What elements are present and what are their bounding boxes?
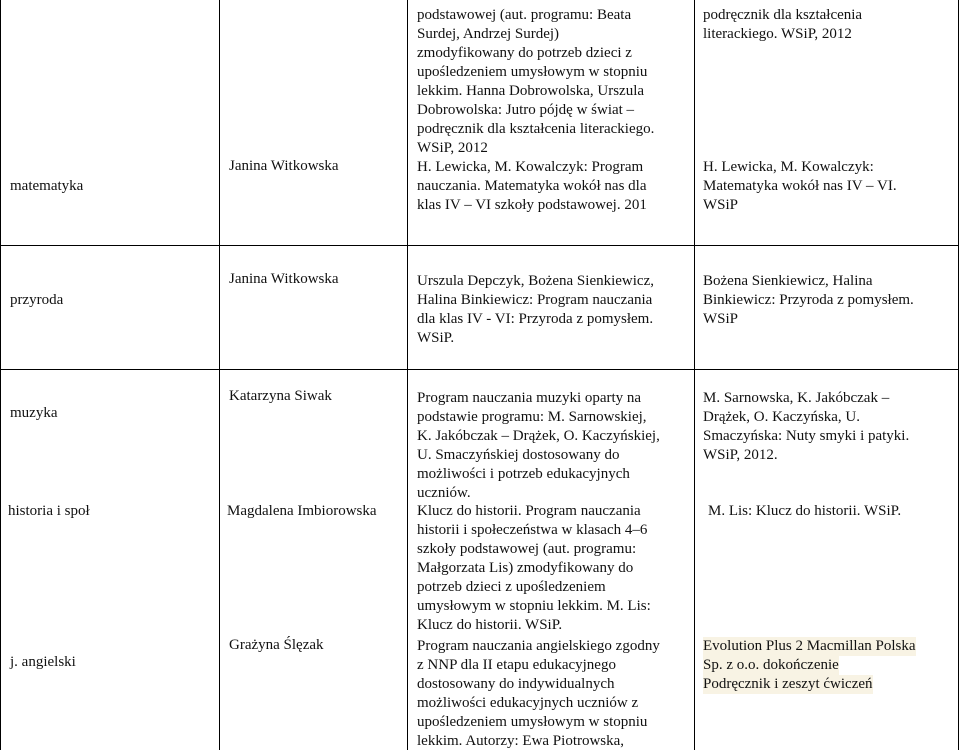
textbook-line: Smaczyńska: Nuty smyki i patyki. bbox=[703, 428, 910, 444]
program-line: klas IV – VI szkoły podstawowej. 201 bbox=[417, 197, 647, 213]
program-line: lekkim. Autorzy: Ewa Piotrowska, bbox=[417, 733, 625, 749]
program-line: upośledzeniem umysłowym w stopniu bbox=[417, 714, 648, 730]
textbook-line: Podręcznik i zeszyt ćwiczeń bbox=[703, 676, 873, 692]
program-line: U. Smaczyńskiej dostosowany do bbox=[417, 447, 620, 463]
column-divider bbox=[219, 0, 220, 750]
program-line: H. Lewicka, M. Kowalczyk: Program bbox=[417, 159, 644, 175]
program-line: uczniów. bbox=[417, 485, 471, 501]
program-line: upośledzeniem umysłowym w stopniu bbox=[417, 64, 648, 80]
textbook-line: M. Lis: Klucz do historii. WSiP. bbox=[708, 503, 902, 519]
textbook-line: WSiP bbox=[703, 197, 739, 213]
row-divider bbox=[0, 369, 959, 370]
program-line: Urszula Depczyk, Bożena Sienkiewicz, bbox=[417, 273, 654, 289]
program-line: dostosowany do indywidualnych bbox=[417, 676, 615, 692]
program-line: Program nauczania angielskiego zgodny bbox=[417, 638, 660, 654]
textbook-line: Matematyka wokół nas IV – VI. bbox=[703, 178, 897, 194]
textbook-line: Drążek, O. Kaczyńska, U. bbox=[703, 409, 861, 425]
textbook-line: podręcznik dla kształcenia bbox=[703, 7, 863, 23]
program-line: Surdej, Andrzej Surdej) bbox=[417, 26, 560, 42]
row-divider bbox=[0, 245, 959, 246]
teacher-name: Katarzyna Siwak bbox=[229, 388, 332, 404]
teacher-name: Magdalena Imbiorowska bbox=[227, 503, 377, 519]
program-line: WSiP. bbox=[417, 330, 455, 346]
textbook-line: literackiego. WSiP, 2012 bbox=[703, 26, 852, 42]
program-line: szkoły podstawowej (aut. programu: bbox=[417, 541, 637, 557]
textbook-line: Evolution Plus 2 Macmillan Polska bbox=[703, 638, 916, 654]
program-line: nauczania. Matematyka wokół nas dla bbox=[417, 178, 647, 194]
program-line: Program nauczania muzyki oparty na bbox=[417, 390, 642, 406]
program-line: WSiP, 2012 bbox=[417, 140, 488, 156]
program-line: Halina Binkiewicz: Program nauczania bbox=[417, 292, 653, 308]
table-border-left bbox=[0, 0, 1, 750]
textbook-line: Bożena Sienkiewicz, Halina bbox=[703, 273, 873, 289]
program-line: lekkim. Hanna Dobrowolska, Urszula bbox=[417, 83, 645, 99]
subject-matematyka: matematyka bbox=[10, 178, 84, 194]
teacher-name: Janina Witkowska bbox=[229, 158, 339, 174]
program-line: Klucz do historii. WSiP. bbox=[417, 617, 563, 633]
program-line: umysłowym w stopniu lekkim. M. Lis: bbox=[417, 598, 651, 614]
textbook-line: WSiP, 2012. bbox=[703, 447, 778, 463]
column-divider bbox=[694, 0, 695, 750]
program-line: K. Jakóbczak – Drążek, O. Kaczyńskiej, bbox=[417, 428, 660, 444]
subject-przyroda: przyroda bbox=[10, 292, 64, 308]
program-line: podręcznik dla kształcenia literackiego. bbox=[417, 121, 655, 137]
program-line: Małgorzata Lis) zmodyfikowany do bbox=[417, 560, 634, 576]
program-line: z NNP dla II etapu edukacyjnego bbox=[417, 657, 616, 673]
subject-historia: historia i społ bbox=[8, 503, 90, 519]
program-line: podstawie programu: M. Sarnowskiej, bbox=[417, 409, 647, 425]
subject-angielski: j. angielski bbox=[10, 654, 76, 670]
textbook-line: WSiP bbox=[703, 311, 739, 327]
subject-muzyka: muzyka bbox=[10, 405, 58, 421]
program-line: Klucz do historii. Program nauczania bbox=[417, 503, 641, 519]
program-line: możliwości edukacyjnych uczniów z bbox=[417, 695, 639, 711]
program-line: Dobrowolska: Jutro pójdę w świat – bbox=[417, 102, 635, 118]
program-line: dla klas IV - VI: Przyroda z pomysłem. bbox=[417, 311, 654, 327]
textbook-line: H. Lewicka, M. Kowalczyk: bbox=[703, 159, 874, 175]
program-line: zmodyfikowany do potrzeb dzieci z bbox=[417, 45, 632, 61]
teacher-name: Grażyna Ślęzak bbox=[229, 637, 324, 653]
textbook-line: Sp. z o.o. dokończenie bbox=[703, 657, 839, 673]
program-line: podstawowej (aut. programu: Beata bbox=[417, 7, 632, 23]
program-line: historii i społeczeństwa w klasach 4–6 bbox=[417, 522, 648, 538]
teacher-name: Janina Witkowska bbox=[229, 271, 339, 287]
program-line: potrzeb dzieci z upośledzeniem bbox=[417, 579, 606, 595]
column-divider bbox=[407, 0, 408, 750]
textbook-line: Binkiewicz: Przyroda z pomysłem. bbox=[703, 292, 914, 308]
textbook-line: M. Sarnowska, K. Jakóbczak – bbox=[703, 390, 890, 406]
program-line: możliwości i potrzeb edukacyjnych bbox=[417, 466, 630, 482]
